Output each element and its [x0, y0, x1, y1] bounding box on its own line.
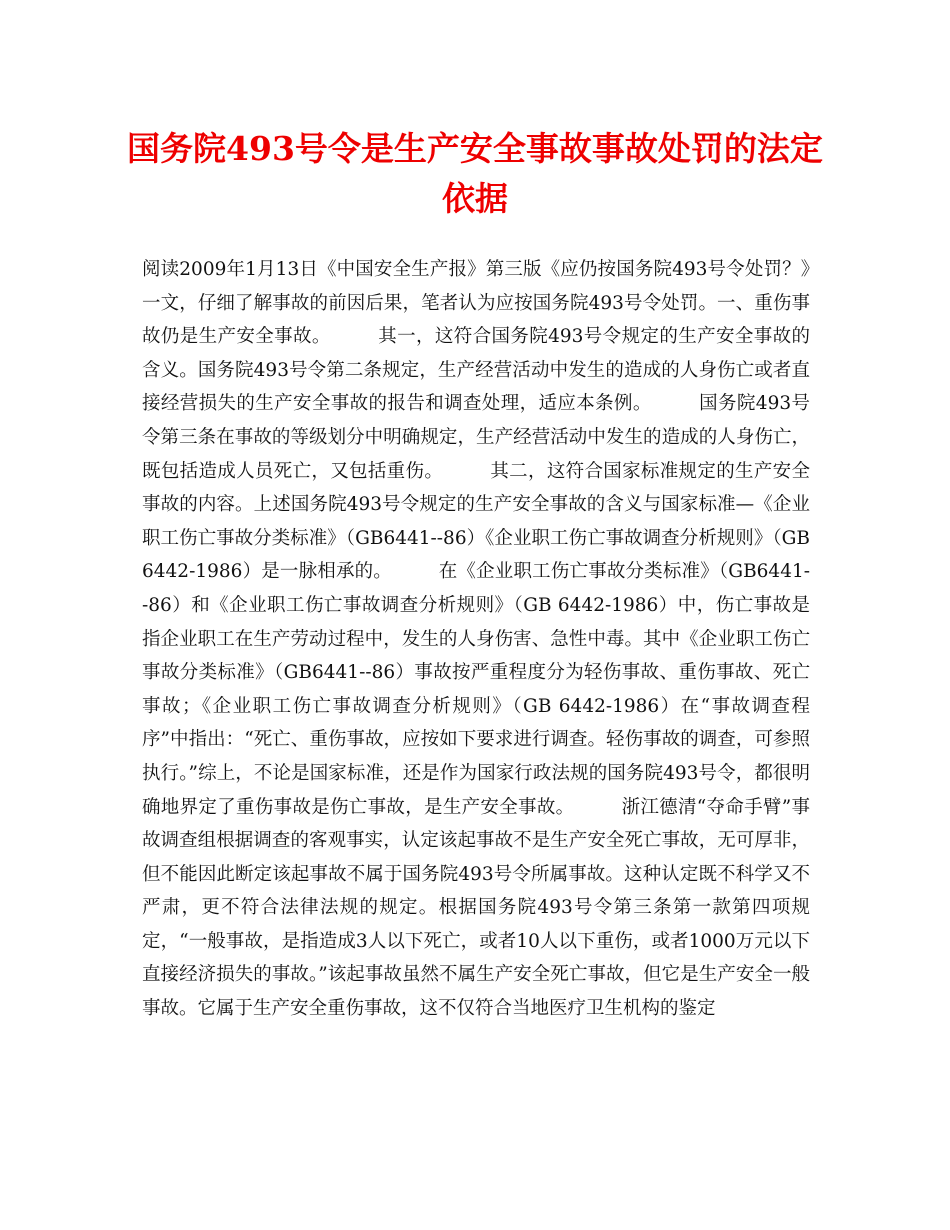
document-body-text: 阅读2009年1月13日《中国安全生产报》第三版《应仍按国务院493号令处罚？》一文，仔细了解事故的前因后果，笔者认为应按国务院493号令处罚。一、重伤事故仍是生产安全事故。 其一，这符合国务院493号令规定的生产安全事故的含义。国务院493号令第二条规定，生产经营活动中发生的造成的人身伤亡或者直接经营损失的生产安全事故的报告和调查处理，适应本条例。 国务院493号令第三条在事故的等级划分中明确规定，生产经营活动中发生的造成的人身伤亡，既包括造成人员死亡，又包括重伤。 其二，这符合国家标准规定的生产安全事故的内容。上述国务院493号令规定的生产安全事故的含义与国家标准—《企业职工伤亡事故分类标准》（GB6441--86）《企业职工伤亡事故调查分析规则》（GB 6442-1986）是一脉相承的。 在《企业职工伤亡事故分类标准》（GB6441--86）和《企业职工伤亡事故调查分析规则》（GB 6442-1986）中，伤亡事故是指企业职工在生产劳动过程中，发生的人身伤害、急性中毒。其中《企业职工伤亡事故分类标准》（GB6441--86）事故按严重程度分为轻伤事故、重伤事故、死亡事故；《企业职工伤亡事故调查分析规则》（GB 6442-1986）在“事故调查程序”中指出：“死亡、重伤事故，应按如下要求进行调查。轻伤事故的调查，可参照执行。”综上，不论是国家标准，还是作为国家行政法规的国务院493号令，都很明确地界定了重伤事故是伤亡事故，是生产安全事故。 浙江德清“夺命手臂”事故调查组根据调查的客观事实，认定该起事故不是生产安全死亡事故，无可厚非，但不能因此断定该起事故不属于国务院493号令所属事故。这种认定既不科学又不严肃，更不符合法律法规的规定。根据国务院493号令第三条第一款第四项规定，“一般事故，是指造成3人以下死亡，或者10人以下重伤，或者1000万元以下直接经济损失的事故。”该起事故虽然不属生产安全死亡事故，但它是生产安全一般事故。它属于生产安全重伤事故，这不仅符合当地医疗卫生机构的鉴定 [142, 259, 816, 1020]
document-title: 国务院493号令是生产安全事故事故处罚的法定依据 [127, 129, 823, 218]
